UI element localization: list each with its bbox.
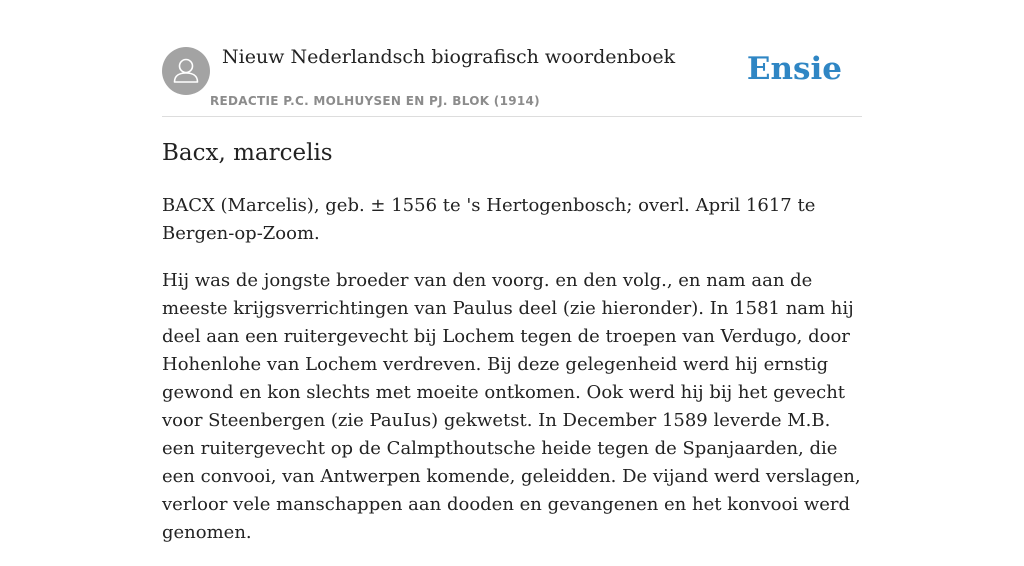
source-header: [162, 46, 862, 117]
source-editors: REDACTIE P.C. MOLHUYSEN EN PJ. BLOK (1914): [210, 94, 540, 108]
article-paragraph: Hij was de jongste broeder van den voorg. en den volg., en nam aan de meeste krijgsverrichtingen van Paulus deel (zie hieronder). In 1581 nam hij deel aan een ruitergevecht bij Lochem tegen de troepen van Verdugo, door Hohenlohe van Lochem verdreven. Bij deze gelegenheid werd hij ernstig gewond en kon slechts met moeite ontkomen. Ook werd hij bij het gevecht voor Steenbergen (zie PauIus) gekwetst. In December 1589 leverde M.B. een ruitergevecht op de Calmpthoutsche heide tegen de Spanjaarden, die een convooi, van Antwerpen komende, geleidden. De vijand werd verslagen, verloor vele manschappen aan dooden en gevangenen en het konvooi werd genomen.: [162, 270, 861, 543]
ensie-logo[interactable]: Ensie: [746, 51, 842, 87]
article-body: [162, 192, 862, 566]
article-paragraph: BACX (Marcelis), geb. ± 1556 te 's Hertogenbosch; overl. April 1617 te Bergen-op-Zoom.: [162, 195, 816, 244]
source-title[interactable]: Nieuw Nederlandsch biografisch woordenboek: [222, 46, 676, 68]
user-silhouette-icon: [162, 47, 210, 95]
article-title: Bacx, marcelis: [162, 140, 333, 166]
